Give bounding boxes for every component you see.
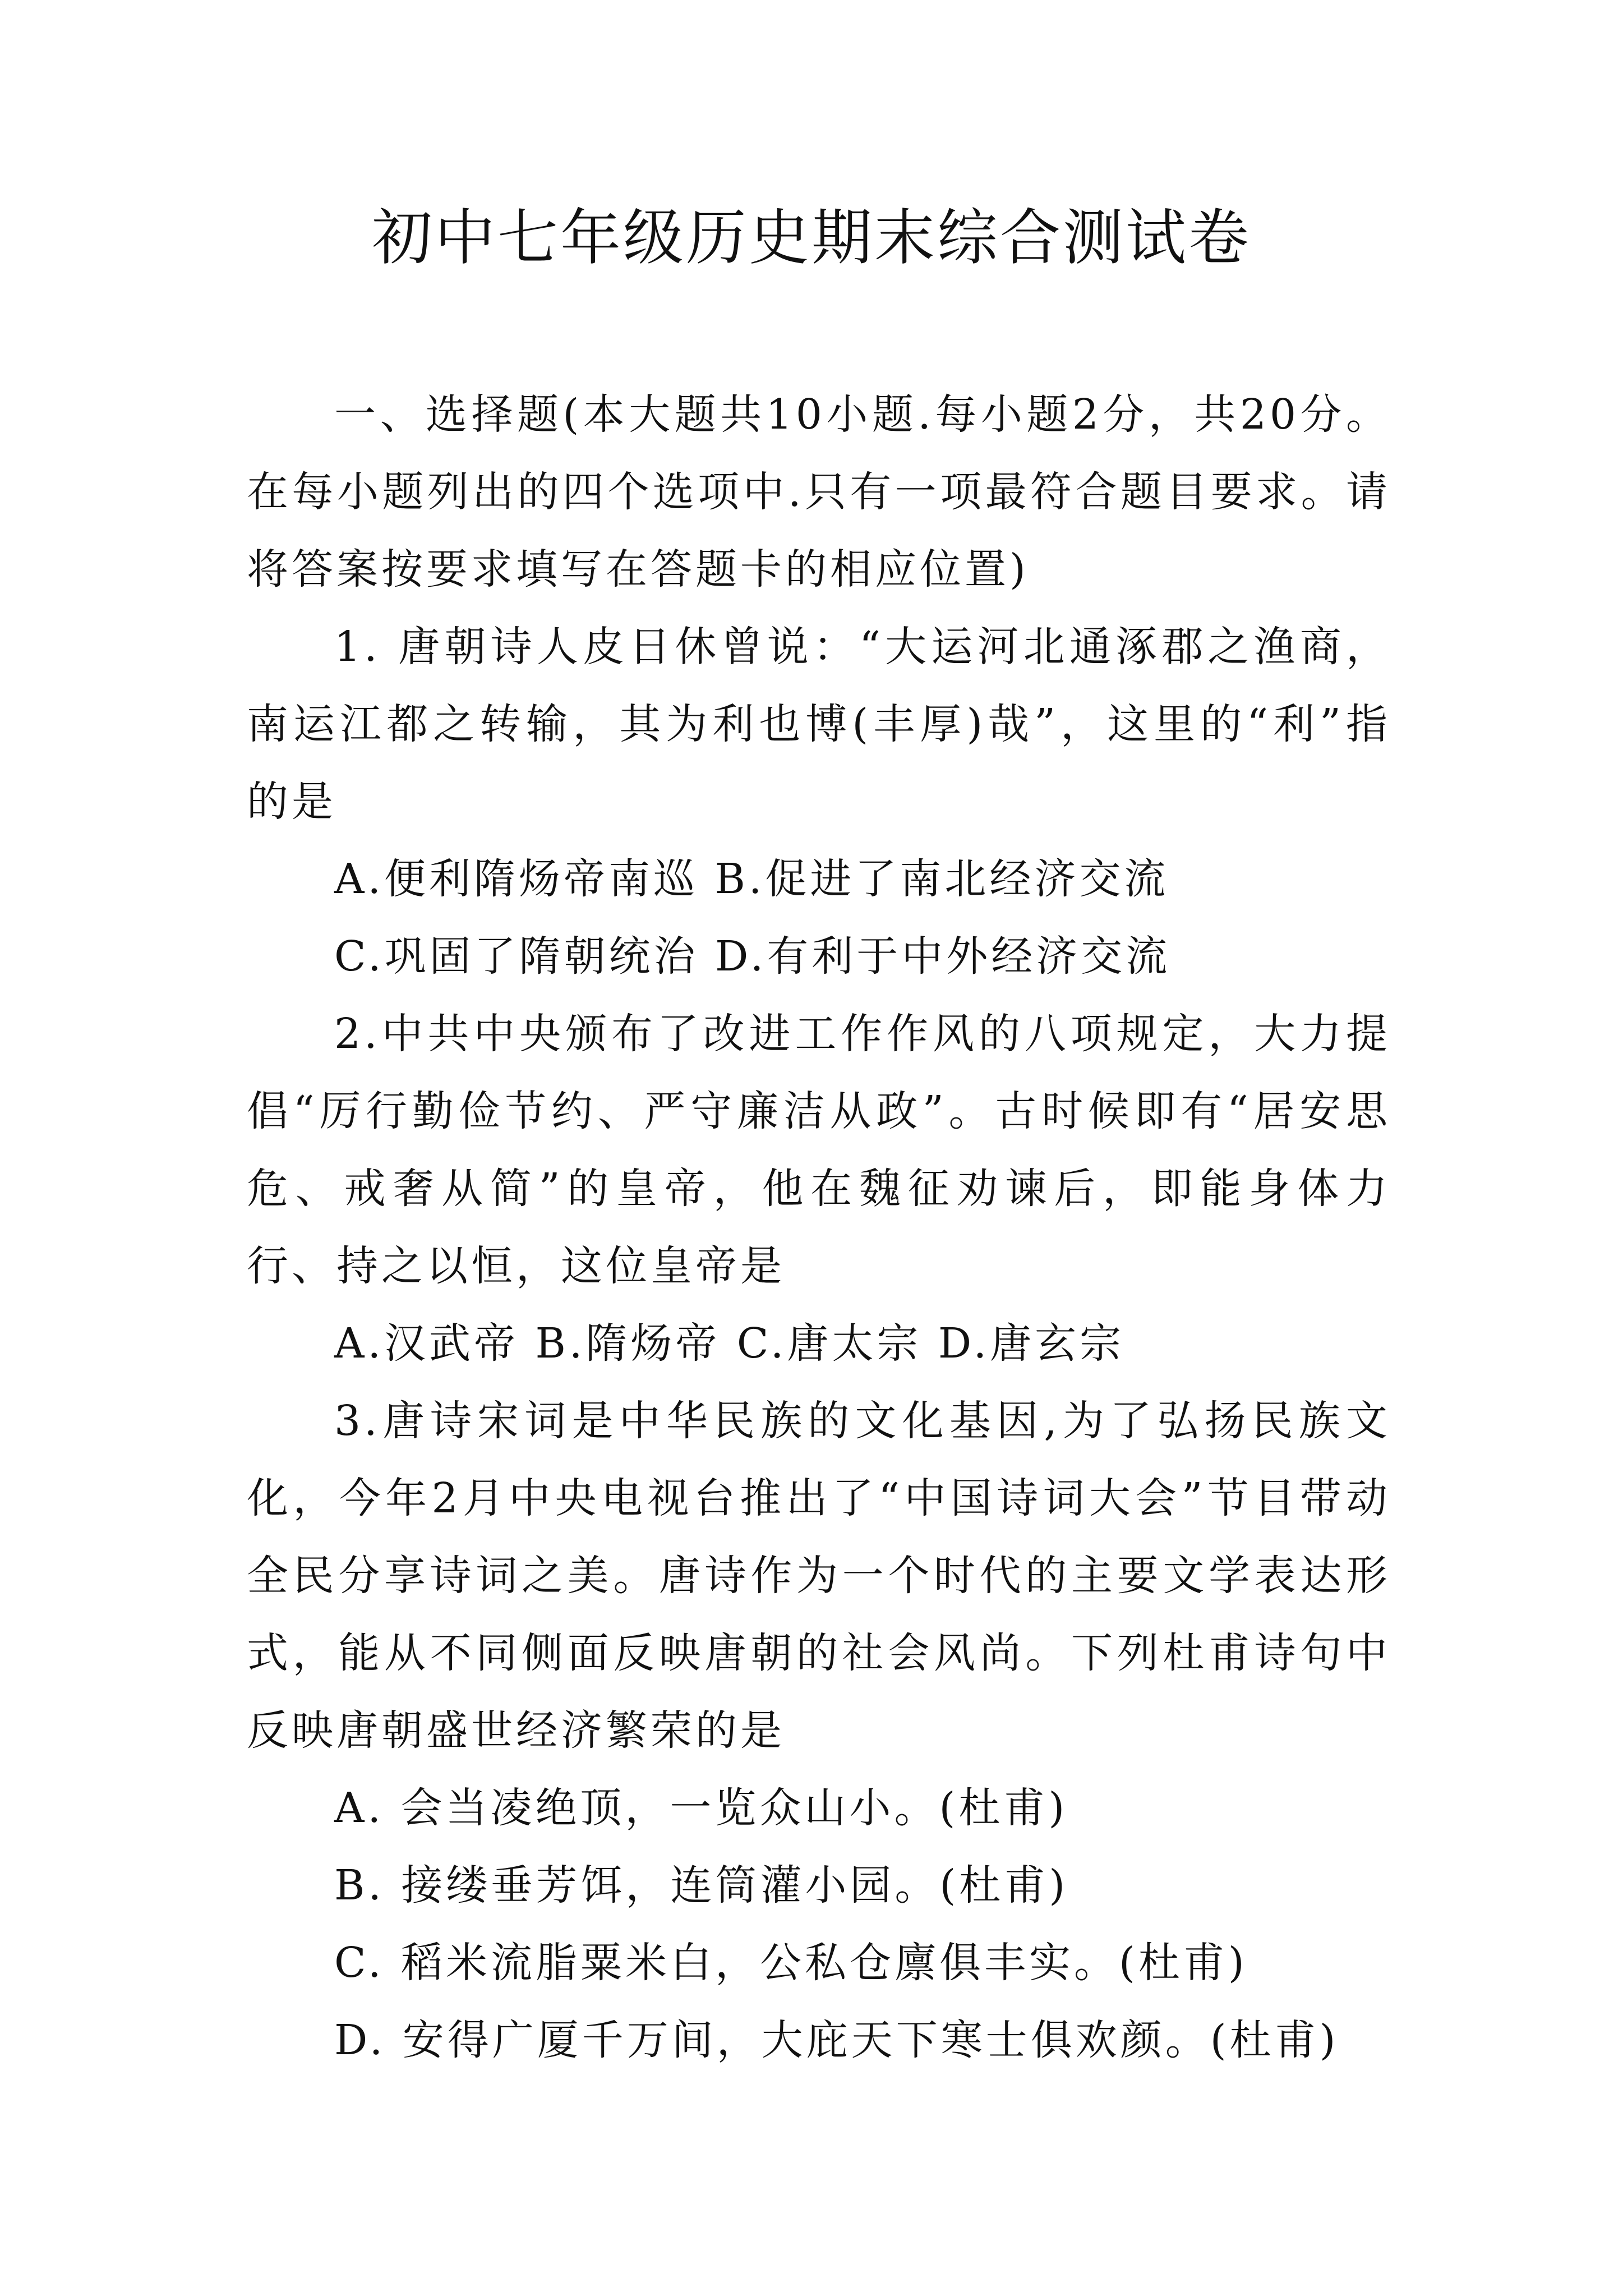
question-3-option-c: C. 稻米流脂粟米白，公私仓廪俱丰实。(杜甫)	[334, 1939, 1248, 1987]
question-2-options-row: A.汉武帝 B.隋炀帝 C.唐太宗 D.唐玄宗	[334, 1319, 1125, 1368]
question-3-stem: 3.唐诗宋词是中华民族的文化基因,为了弘扬民族文化，今年2月中央电视台推出了“中国诗词大会”节目带动全民分享诗词之美。唐诗作为一个时代的主要文学表达形式，能从不同侧面反映唐朝的社会风尚。下列杜甫诗句中反映唐朝盛世经济繁荣的是	[247, 1397, 1391, 1755]
question-2-stem: 2.中共中央颁布了改进工作作风的八项规定，大力提倡“厉行勤俭节约、严守廉洁从政”。古时候即有“居安思危、戒奢从简”的皇帝，他在魏征劝谏后，即能身体力行、持之以恒，这位皇帝是	[247, 1010, 1391, 1290]
page-title: 初中七年级历史期末综合测试卷	[371, 203, 1251, 273]
question-3-option-b: B. 接缕垂芳饵，连筒灌小园。(杜甫)	[334, 1861, 1069, 1910]
exam-body	[247, 376, 1391, 2079]
question-1-stem: 1. 唐朝诗人皮日休曾说：“大运河北通涿郡之渔商，南运江都之转输，其为利也博(丰厚)哉”，这里的“利”指的是	[247, 623, 1391, 826]
question-3-option-a: A. 会当凌绝顶，一览众山小。(杜甫)	[334, 1784, 1068, 1832]
question-1-options-row-1: A.便利隋炀帝南巡 B.促进了南北经济交流	[334, 855, 1169, 903]
question-3-option-d: D. 安得广厦千万间，大庇天下寒士俱欢颜。(杜甫)	[334, 2016, 1339, 2064]
question-1-options-row-2: C.巩固了隋朝统治 D.有利于中外经济交流	[334, 932, 1171, 981]
section-heading: 一、选择题(本大题共10小题.每小题2分，共20分。在每小题列出的四个选项中.只有一项最符合题目要求。请将答案按要求填写在答题卡的相应位置)	[247, 390, 1391, 593]
